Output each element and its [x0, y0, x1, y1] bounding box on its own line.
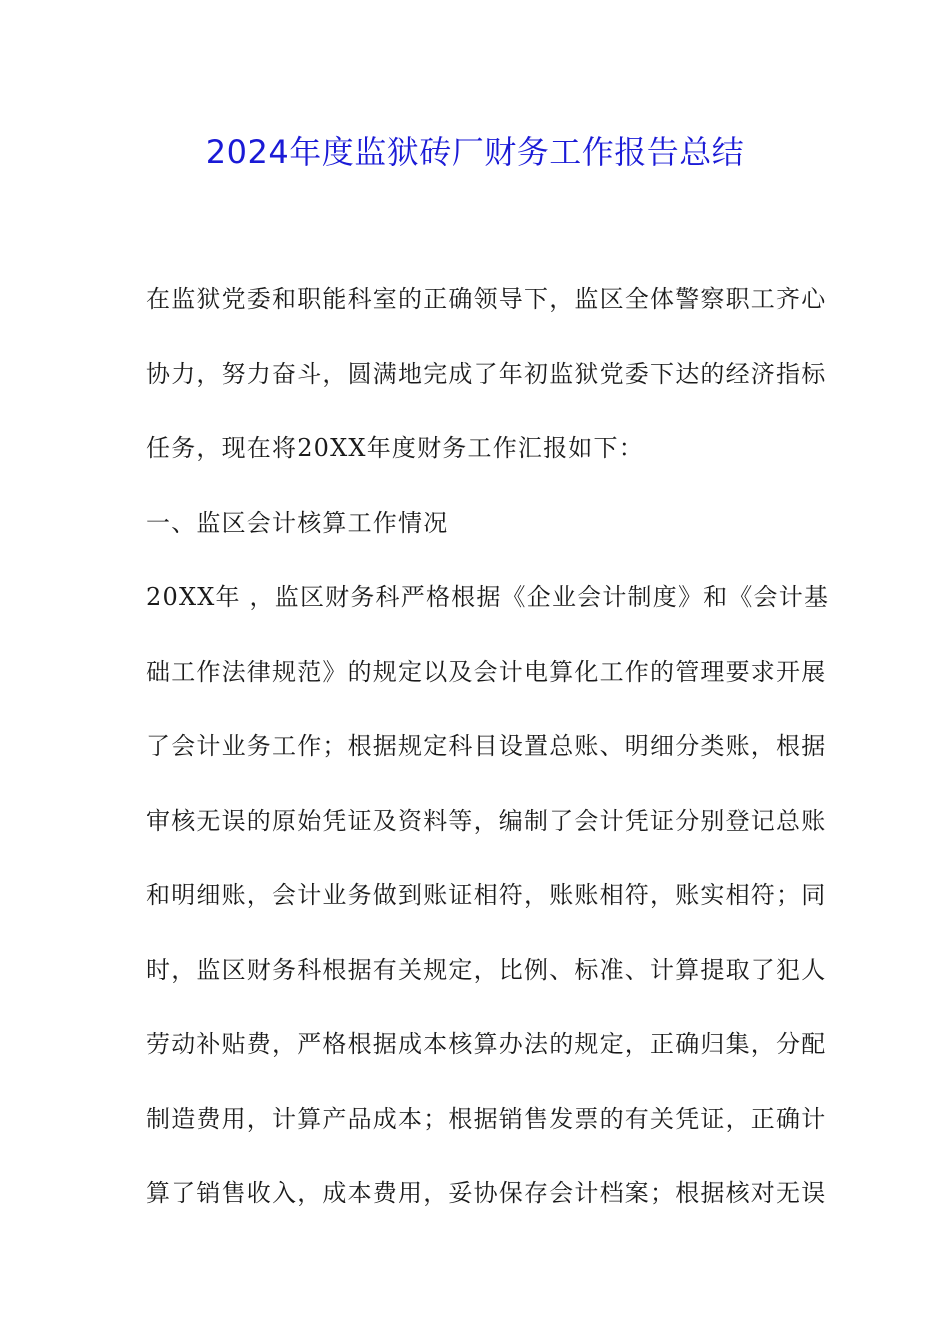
body-line: 在监狱党委和职能科室的正确领导下，监区全体警察职工齐心	[146, 285, 827, 313]
body-line: 础工作法律规范》的规定以及会计电算化工作的管理要求开展	[146, 657, 827, 686]
body-line: 算了销售收入，成本费用，妥协保存会计档案；根据核对无误	[146, 1179, 827, 1207]
body-line: 审核无误的原始凭证及资料等，编制了会计凭证分别登记总账	[146, 806, 827, 835]
body-line: 任务，现在将20XX年度财务工作汇报如下：	[146, 434, 644, 462]
document-title: 2024年度监狱砖厂财务工作报告总结	[205, 133, 745, 171]
document-body	[146, 262, 830, 1231]
body-line: 制造费用，计算产品成本；根据销售发票的有关凭证，正确计	[146, 1104, 827, 1133]
body-line: 了会计业务工作；根据规定科目设置总账、明细分类账，根据	[146, 732, 827, 760]
body-line: 劳动补贴费，严格根据成本核算办法的规定，正确归集，分配	[146, 1030, 827, 1058]
body-line: 时，监区财务科根据有关规定，比例、标准、计算提取了犯人	[146, 955, 827, 984]
body-line: 协力，努力奋斗，圆满地完成了年初监狱党委下达的经济指标	[146, 359, 827, 388]
section-heading: 一、监区会计核算工作情况	[146, 508, 449, 537]
body-line: 20XX年 ，监区财务科严格根据《企业会计制度》和《会计基	[146, 583, 830, 611]
body-line: 和明细账，会计业务做到账证相符，账账相符，账实相符；同	[146, 881, 827, 909]
